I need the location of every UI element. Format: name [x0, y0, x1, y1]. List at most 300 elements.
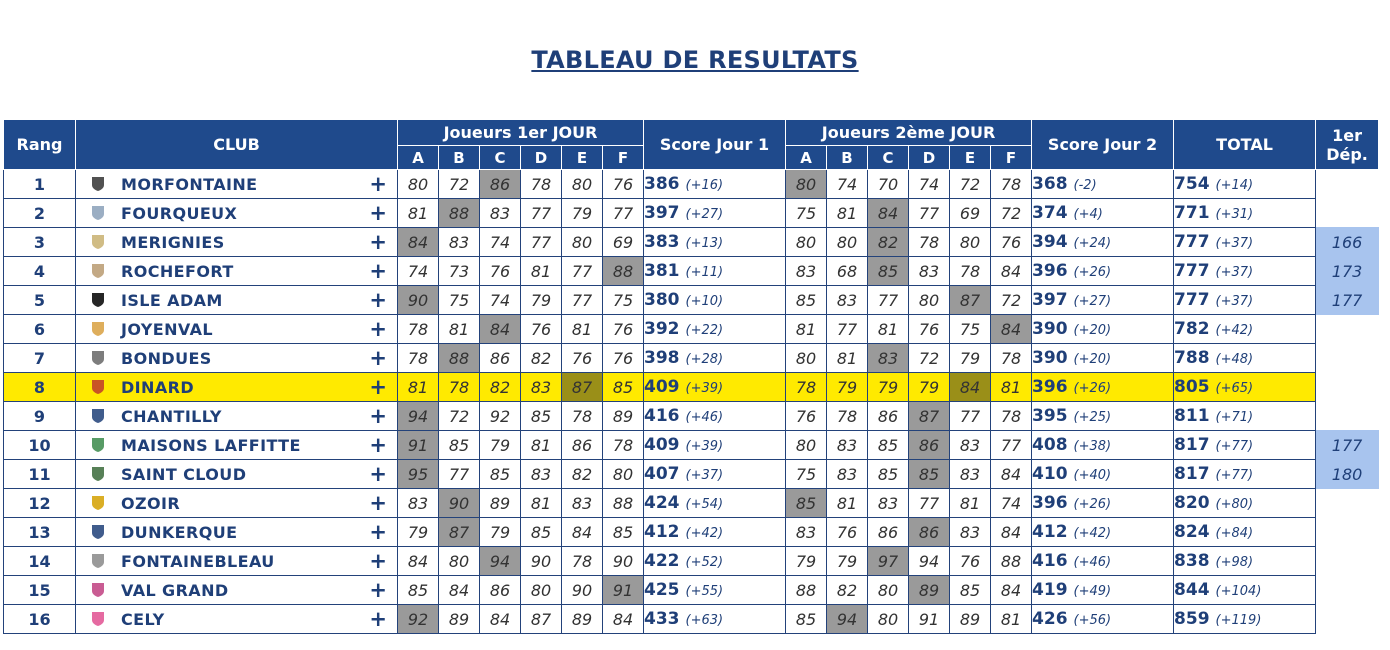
expand-plus-button[interactable]: +	[369, 607, 387, 631]
day1-player-score: 80	[398, 170, 439, 199]
rank-cell: 10	[4, 431, 76, 460]
expand-plus-button[interactable]: +	[369, 520, 387, 544]
day1-player-score: 86	[480, 576, 521, 605]
club-cell	[76, 344, 398, 373]
day2-player-score: 84	[950, 373, 991, 402]
club-cell	[76, 605, 398, 634]
day2-player-score: 81	[827, 199, 868, 228]
day1-player-score: 85	[521, 518, 562, 547]
day2-player-score: 77	[991, 431, 1032, 460]
day2-player-score: 83	[868, 344, 909, 373]
club-cell	[76, 518, 398, 547]
day2-player-score: 76	[991, 228, 1032, 257]
club-cell	[76, 373, 398, 402]
club-logo-icon	[90, 234, 106, 250]
header-letter: F	[991, 146, 1032, 170]
day2-player-score: 79	[827, 547, 868, 576]
total-cell	[1174, 547, 1316, 576]
score-day2-cell	[1032, 228, 1174, 257]
day1-player-score: 80	[562, 170, 603, 199]
day2-player-score: 91	[909, 605, 950, 634]
total-cell	[1174, 228, 1316, 257]
day2-player-score: 80	[786, 228, 827, 257]
score-day1-diff: (+13)	[685, 236, 724, 251]
day1-player-score: 90	[439, 489, 480, 518]
day1-player-score: 77	[562, 286, 603, 315]
day1-player-score: 82	[562, 460, 603, 489]
day2-player-score: 80	[786, 344, 827, 373]
day2-player-score: 74	[909, 170, 950, 199]
first-dep-cell	[1316, 170, 1379, 199]
score-day2-diff: (+27)	[1073, 294, 1112, 309]
club-name: BONDUES	[121, 349, 212, 368]
rank-cell: 16	[4, 605, 76, 634]
day2-player-score: 77	[909, 199, 950, 228]
header-letter: F	[603, 146, 644, 170]
total-diff: (+31)	[1215, 207, 1254, 222]
day2-player-score: 83	[868, 489, 909, 518]
day1-player-score: 81	[562, 315, 603, 344]
score-day1: 412	[644, 522, 680, 542]
score-day1-cell	[644, 605, 786, 634]
day1-player-score: 76	[603, 170, 644, 199]
score-day1-cell	[644, 547, 786, 576]
day1-player-score: 88	[603, 489, 644, 518]
day1-player-score: 84	[398, 228, 439, 257]
day1-player-score: 77	[603, 199, 644, 228]
total-cell	[1174, 199, 1316, 228]
header-day2-players: Joueurs 2ème JOUR	[786, 120, 1032, 146]
day1-player-score: 85	[603, 373, 644, 402]
day1-player-score: 81	[521, 489, 562, 518]
expand-plus-button[interactable]: +	[369, 172, 387, 196]
day2-player-score: 87	[950, 286, 991, 315]
day2-player-score: 87	[909, 402, 950, 431]
expand-plus-button[interactable]: +	[369, 491, 387, 515]
total-score: 777	[1174, 232, 1210, 252]
day1-player-score: 91	[398, 431, 439, 460]
day1-player-score: 73	[439, 257, 480, 286]
rank-cell: 8	[4, 373, 76, 402]
day1-player-score: 88	[603, 257, 644, 286]
day2-player-score: 83	[827, 286, 868, 315]
club-logo-icon	[90, 321, 106, 337]
total-score: 824	[1174, 522, 1210, 542]
expand-plus-button[interactable]: +	[369, 462, 387, 486]
score-day2-diff: (+20)	[1073, 323, 1112, 338]
total-diff: (+98)	[1215, 555, 1254, 570]
table-row	[4, 518, 1379, 547]
score-day2-diff: (+26)	[1073, 381, 1112, 396]
total-cell	[1174, 605, 1316, 634]
day1-player-score: 77	[439, 460, 480, 489]
day1-player-score: 72	[439, 170, 480, 199]
day2-player-score: 81	[950, 489, 991, 518]
day2-player-score: 77	[827, 315, 868, 344]
header-day1-players: Joueurs 1er JOUR	[398, 120, 644, 146]
first-dep-cell: 180	[1316, 460, 1379, 489]
day2-player-score: 75	[786, 460, 827, 489]
first-dep-cell: 173	[1316, 257, 1379, 286]
day2-player-score: 75	[950, 315, 991, 344]
club-logo-icon	[90, 582, 106, 598]
total-score: 820	[1174, 493, 1210, 513]
day2-player-score: 72	[909, 344, 950, 373]
day1-player-score: 80	[562, 228, 603, 257]
day1-player-score: 90	[562, 576, 603, 605]
header-dep-line2: Dép.	[1326, 144, 1368, 164]
first-dep-cell	[1316, 576, 1379, 605]
day2-player-score: 77	[909, 489, 950, 518]
day2-player-score: 79	[868, 373, 909, 402]
day1-player-score: 89	[562, 605, 603, 634]
day2-player-score: 72	[991, 199, 1032, 228]
first-dep-cell	[1316, 344, 1379, 373]
club-cell	[76, 460, 398, 489]
club-logo-icon	[90, 611, 106, 627]
day2-player-score: 84	[991, 257, 1032, 286]
day1-player-score: 81	[439, 315, 480, 344]
day2-player-score: 86	[868, 402, 909, 431]
club-name: CELY	[121, 610, 165, 629]
score-day1-diff: (+22)	[685, 323, 724, 338]
first-dep-cell	[1316, 199, 1379, 228]
total-cell	[1174, 315, 1316, 344]
score-day2-cell	[1032, 286, 1174, 315]
day2-player-score: 85	[786, 489, 827, 518]
score-day1-diff: (+16)	[685, 178, 724, 193]
table-row	[4, 199, 1379, 228]
day1-player-score: 78	[562, 547, 603, 576]
total-score: 777	[1174, 290, 1210, 310]
score-day1-cell	[644, 576, 786, 605]
day1-player-score: 84	[562, 518, 603, 547]
expand-plus-button[interactable]: +	[369, 375, 387, 399]
expand-plus-button[interactable]: +	[369, 317, 387, 341]
table-row	[4, 344, 1379, 373]
score-day1-cell	[644, 286, 786, 315]
day1-player-score: 78	[439, 373, 480, 402]
day2-player-score: 83	[786, 518, 827, 547]
club-logo-icon	[90, 437, 106, 453]
score-day1-diff: (+54)	[685, 497, 724, 512]
header-club: CLUB	[76, 120, 398, 170]
day1-player-score: 92	[480, 402, 521, 431]
day2-player-score: 74	[991, 489, 1032, 518]
day2-player-score: 81	[991, 605, 1032, 634]
score-day1-diff: (+42)	[685, 526, 724, 541]
day2-player-score: 85	[786, 605, 827, 634]
score-day1: 380	[644, 290, 680, 310]
day2-player-score: 83	[950, 460, 991, 489]
score-day1: 424	[644, 493, 680, 513]
expand-plus-button[interactable]: +	[369, 549, 387, 573]
total-diff: (+71)	[1215, 410, 1254, 425]
day2-player-score: 78	[950, 257, 991, 286]
club-name: FOURQUEUX	[121, 204, 238, 223]
total-score: 777	[1174, 261, 1210, 281]
day1-player-score: 83	[521, 373, 562, 402]
header-letter: D	[909, 146, 950, 170]
expand-plus-button[interactable]: +	[369, 288, 387, 312]
first-dep-cell: 177	[1316, 286, 1379, 315]
total-diff: (+80)	[1215, 497, 1254, 512]
first-dep-cell	[1316, 315, 1379, 344]
table-row	[4, 605, 1379, 634]
score-day1: 422	[644, 551, 680, 571]
day1-player-score: 81	[398, 373, 439, 402]
first-dep-cell	[1316, 402, 1379, 431]
expand-plus-button[interactable]: +	[369, 259, 387, 283]
rank-cell: 7	[4, 344, 76, 373]
day1-player-score: 86	[562, 431, 603, 460]
day2-player-score: 84	[991, 518, 1032, 547]
score-day1: 409	[644, 377, 680, 397]
day1-player-score: 77	[521, 199, 562, 228]
day2-player-score: 72	[991, 286, 1032, 315]
day1-player-score: 90	[398, 286, 439, 315]
expand-plus-button[interactable]: +	[369, 346, 387, 370]
score-day1-cell	[644, 489, 786, 518]
day2-player-score: 75	[786, 199, 827, 228]
day2-player-score: 69	[950, 199, 991, 228]
club-name: SAINT CLOUD	[121, 465, 247, 484]
club-logo-icon	[90, 205, 106, 221]
club-cell	[76, 431, 398, 460]
table-row	[4, 315, 1379, 344]
score-day2-cell	[1032, 373, 1174, 402]
score-day2-cell	[1032, 199, 1174, 228]
day1-player-score: 80	[439, 547, 480, 576]
score-day2: 390	[1032, 348, 1068, 368]
day2-player-score: 79	[909, 373, 950, 402]
club-cell	[76, 228, 398, 257]
day2-player-score: 76	[786, 402, 827, 431]
total-cell	[1174, 460, 1316, 489]
rank-cell: 4	[4, 257, 76, 286]
expand-plus-button[interactable]: +	[369, 433, 387, 457]
total-cell	[1174, 170, 1316, 199]
day2-player-score: 78	[991, 170, 1032, 199]
club-name: MORFONTAINE	[121, 175, 258, 194]
expand-plus-button[interactable]: +	[369, 578, 387, 602]
day2-player-score: 86	[909, 518, 950, 547]
score-day1-cell	[644, 344, 786, 373]
club-logo-icon	[90, 553, 106, 569]
score-day1-diff: (+27)	[685, 207, 724, 222]
day2-player-score: 85	[950, 576, 991, 605]
day1-player-score: 85	[439, 431, 480, 460]
score-day2-cell	[1032, 170, 1174, 199]
day1-player-score: 74	[480, 286, 521, 315]
total-score: 859	[1174, 609, 1210, 629]
rank-cell: 6	[4, 315, 76, 344]
day2-player-score: 72	[950, 170, 991, 199]
day1-player-score: 83	[562, 489, 603, 518]
header-letter: B	[439, 146, 480, 170]
club-name: DUNKERQUE	[121, 523, 238, 542]
day1-player-score: 86	[480, 170, 521, 199]
rank-cell: 9	[4, 402, 76, 431]
day1-player-score: 86	[480, 344, 521, 373]
day2-player-score: 97	[868, 547, 909, 576]
day1-player-score: 83	[398, 489, 439, 518]
score-day2: 396	[1032, 377, 1068, 397]
day2-player-score: 83	[827, 431, 868, 460]
expand-plus-button[interactable]: +	[369, 404, 387, 428]
day2-player-score: 85	[868, 431, 909, 460]
day2-player-score: 80	[868, 605, 909, 634]
day1-player-score: 79	[521, 286, 562, 315]
day1-player-score: 84	[480, 315, 521, 344]
first-dep-cell	[1316, 518, 1379, 547]
day2-player-score: 79	[827, 373, 868, 402]
day1-player-score: 82	[480, 373, 521, 402]
day2-player-score: 81	[786, 315, 827, 344]
score-day2: 419	[1032, 580, 1068, 600]
total-score: 805	[1174, 377, 1210, 397]
score-day2: 408	[1032, 435, 1068, 455]
day1-player-score: 88	[439, 344, 480, 373]
expand-plus-button[interactable]: +	[369, 201, 387, 225]
header-total: TOTAL	[1174, 120, 1316, 170]
expand-plus-button[interactable]: +	[369, 230, 387, 254]
day2-player-score: 84	[868, 199, 909, 228]
first-dep-cell	[1316, 373, 1379, 402]
day1-player-score: 79	[480, 431, 521, 460]
day2-player-score: 81	[827, 344, 868, 373]
header-letter: A	[786, 146, 827, 170]
day2-player-score: 89	[909, 576, 950, 605]
day1-player-score: 84	[439, 576, 480, 605]
score-day2-diff: (+38)	[1073, 439, 1112, 454]
score-day1: 416	[644, 406, 680, 426]
day1-player-score: 85	[480, 460, 521, 489]
table-row	[4, 228, 1379, 257]
day1-player-score: 79	[480, 518, 521, 547]
day1-player-score: 91	[603, 576, 644, 605]
day2-player-score: 83	[909, 257, 950, 286]
header-letter: A	[398, 146, 439, 170]
day1-player-score: 78	[562, 402, 603, 431]
score-day1-diff: (+63)	[685, 613, 724, 628]
rank-cell: 2	[4, 199, 76, 228]
day2-player-score: 84	[991, 315, 1032, 344]
day2-player-score: 79	[786, 547, 827, 576]
score-day2-diff: (-2)	[1073, 178, 1097, 193]
score-day2: 416	[1032, 551, 1068, 571]
score-day2-cell	[1032, 344, 1174, 373]
score-day2-cell	[1032, 576, 1174, 605]
score-day1: 425	[644, 580, 680, 600]
score-day2: 397	[1032, 290, 1068, 310]
rank-cell: 3	[4, 228, 76, 257]
day2-player-score: 85	[786, 286, 827, 315]
score-day1-diff: (+37)	[685, 468, 724, 483]
day2-player-score: 88	[786, 576, 827, 605]
day2-player-score: 78	[991, 344, 1032, 373]
club-logo-icon	[90, 524, 106, 540]
total-score: 788	[1174, 348, 1210, 368]
day2-player-score: 83	[950, 431, 991, 460]
day2-player-score: 74	[827, 170, 868, 199]
first-dep-cell	[1316, 605, 1379, 634]
club-name: FONTAINEBLEAU	[121, 552, 275, 571]
club-cell	[76, 286, 398, 315]
day1-player-score: 82	[521, 344, 562, 373]
day2-player-score: 81	[827, 489, 868, 518]
day1-player-score: 87	[439, 518, 480, 547]
club-name: VAL GRAND	[121, 581, 229, 600]
score-day2-cell	[1032, 605, 1174, 634]
results-table	[3, 119, 1379, 634]
day1-player-score: 87	[521, 605, 562, 634]
total-cell	[1174, 257, 1316, 286]
day2-player-score: 83	[827, 460, 868, 489]
total-score: 844	[1174, 580, 1210, 600]
total-diff: (+48)	[1215, 352, 1254, 367]
score-day1-cell	[644, 315, 786, 344]
header-score2: Score Jour 2	[1032, 120, 1174, 170]
page-title: TABLEAU DE RESULTATS	[531, 46, 859, 74]
club-name: DINARD	[121, 378, 195, 397]
score-day2: 426	[1032, 609, 1068, 629]
score-day2-cell	[1032, 431, 1174, 460]
day1-player-score: 76	[603, 344, 644, 373]
header-rang: Rang	[4, 120, 76, 170]
club-logo-icon	[90, 176, 106, 192]
day2-player-score: 76	[909, 315, 950, 344]
header-letter: C	[868, 146, 909, 170]
total-diff: (+77)	[1215, 439, 1254, 454]
day2-player-score: 83	[950, 518, 991, 547]
table-row	[4, 402, 1379, 431]
day1-player-score: 83	[521, 460, 562, 489]
day1-player-score: 81	[521, 257, 562, 286]
day2-player-score: 78	[827, 402, 868, 431]
rank-cell: 14	[4, 547, 76, 576]
day2-player-score: 78	[786, 373, 827, 402]
rank-cell: 12	[4, 489, 76, 518]
day2-player-score: 76	[950, 547, 991, 576]
header-letter: D	[521, 146, 562, 170]
score-day1-diff: (+55)	[685, 584, 724, 599]
day1-player-score: 85	[521, 402, 562, 431]
score-day1: 409	[644, 435, 680, 455]
day2-player-score: 80	[909, 286, 950, 315]
table-row	[4, 257, 1379, 286]
day1-player-score: 83	[439, 228, 480, 257]
first-dep-cell	[1316, 547, 1379, 576]
total-score: 838	[1174, 551, 1210, 571]
first-dep-cell	[1316, 489, 1379, 518]
day1-player-score: 78	[603, 431, 644, 460]
total-cell	[1174, 373, 1316, 402]
score-day1: 407	[644, 464, 680, 484]
score-day2-cell	[1032, 489, 1174, 518]
total-diff: (+37)	[1215, 265, 1254, 280]
club-cell	[76, 576, 398, 605]
score-day2-cell	[1032, 402, 1174, 431]
day1-player-score: 89	[480, 489, 521, 518]
club-logo-icon	[90, 408, 106, 424]
score-day1-diff: (+52)	[685, 555, 724, 570]
day1-player-score: 78	[398, 315, 439, 344]
score-day1: 383	[644, 232, 680, 252]
rank-cell: 1	[4, 170, 76, 199]
day2-player-score: 80	[827, 228, 868, 257]
day1-player-score: 74	[480, 228, 521, 257]
